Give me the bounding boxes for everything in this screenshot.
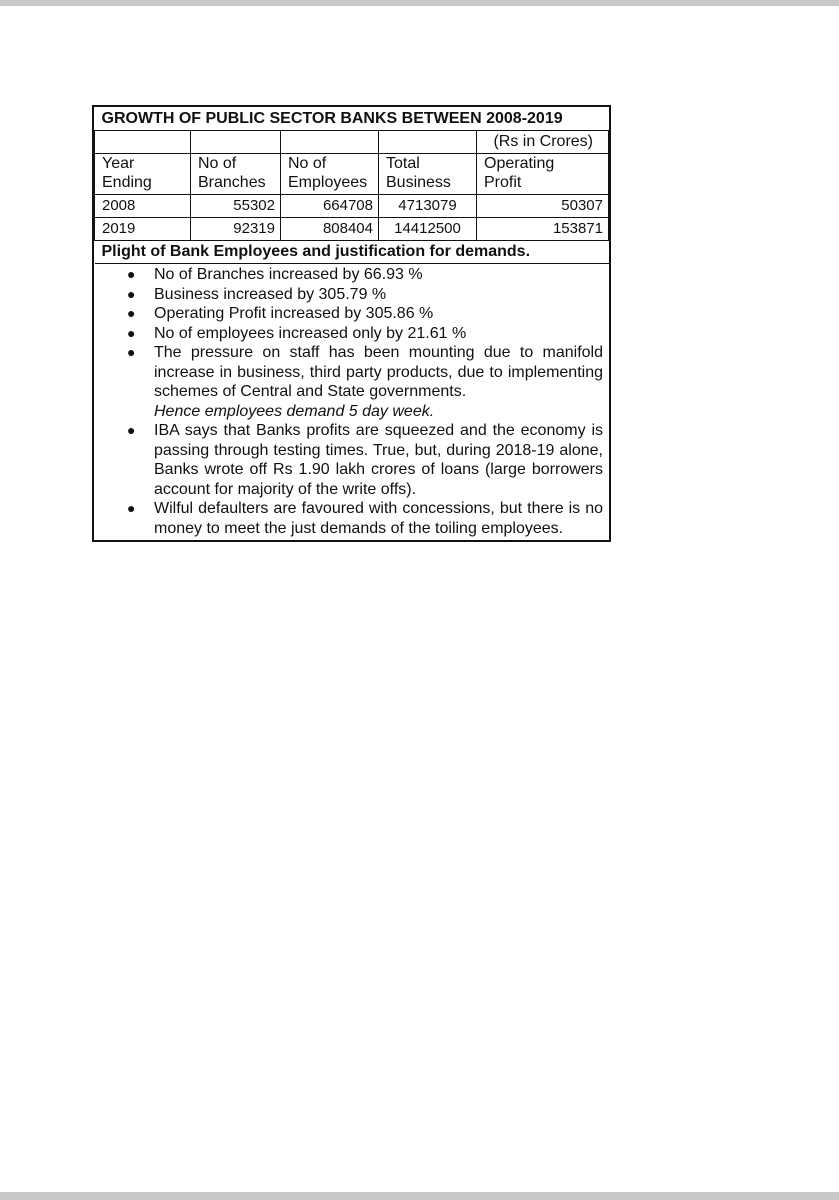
unit-row	[95, 131, 609, 154]
bullet-icon: ●	[127, 344, 136, 360]
list-item: ● No of Branches increased by 66.93 %	[127, 266, 423, 283]
header-year: Year Ending	[95, 154, 191, 195]
list-item: ● No of employees increased only by 21.61 %	[127, 324, 467, 342]
cell-year: 2019	[95, 218, 191, 241]
cell-branches: 55302	[191, 195, 281, 218]
table-title: GROWTH OF PUBLIC SECTOR BANKS BETWEEN 2008-2019	[95, 107, 609, 131]
table-row	[95, 218, 609, 241]
list-item: ● Operating Profit increased by 305.86 %	[127, 305, 434, 322]
section-heading-row	[95, 241, 609, 264]
cell-profit: 50307	[477, 195, 609, 218]
unit-note: (Rs in Crores)	[477, 131, 609, 154]
list-item: ● Business increased by 305.79 %	[127, 285, 387, 303]
bullet-icon: ●	[127, 285, 136, 302]
list-item: ● IBA says that Banks profits are squeezed and the economy is passing through testing times. True, but, during 2018-19 alone, Banks wrote off Rs 1.90 lakh crores of loans (large borrowers account for majority of the write offs).	[127, 422, 603, 498]
bullet-icon: ●	[127, 324, 136, 341]
top-border-bar	[0, 0, 839, 6]
points-list	[94, 264, 609, 540]
header-row	[95, 154, 609, 195]
header-business: Total Business	[379, 154, 477, 195]
section-heading: Plight of Bank Employees and justification for demands.	[95, 241, 609, 264]
bullet-icon: ●	[127, 266, 136, 282]
cell-employees: 808404	[281, 218, 379, 241]
list-item: ● Wilful defaulters are favoured with concessions, but there is no money to meet the just demands of the toiling employees.	[127, 500, 603, 537]
cell-employees: 664708	[281, 195, 379, 218]
cell-business: 14412500	[379, 218, 477, 241]
table-title-row	[95, 107, 609, 131]
header-branches: No of Branches	[191, 154, 281, 195]
growth-table	[94, 107, 609, 264]
cell-branches: 92319	[191, 218, 281, 241]
header-profit: Operating Profit	[477, 154, 609, 195]
document-box	[92, 105, 611, 542]
cell-year: 2008	[95, 195, 191, 218]
demand-note: Hence employees demand 5 day week.	[154, 402, 435, 420]
header-employees: No of Employees	[281, 154, 379, 195]
bullet-icon: ●	[127, 305, 136, 321]
cell-business: 4713079	[379, 195, 477, 218]
bottom-border-bar	[0, 1192, 839, 1200]
cell-profit: 153871	[477, 218, 609, 241]
list-item: ● The pressure on staff has been mounting due to manifold increase in business, third party products, due to implementing schemes of Central and State governments. Hence employees demand 5 day week.	[127, 344, 603, 420]
bullet-icon: ●	[127, 500, 136, 516]
table-row	[95, 195, 609, 218]
bullet-icon: ●	[127, 422, 136, 438]
